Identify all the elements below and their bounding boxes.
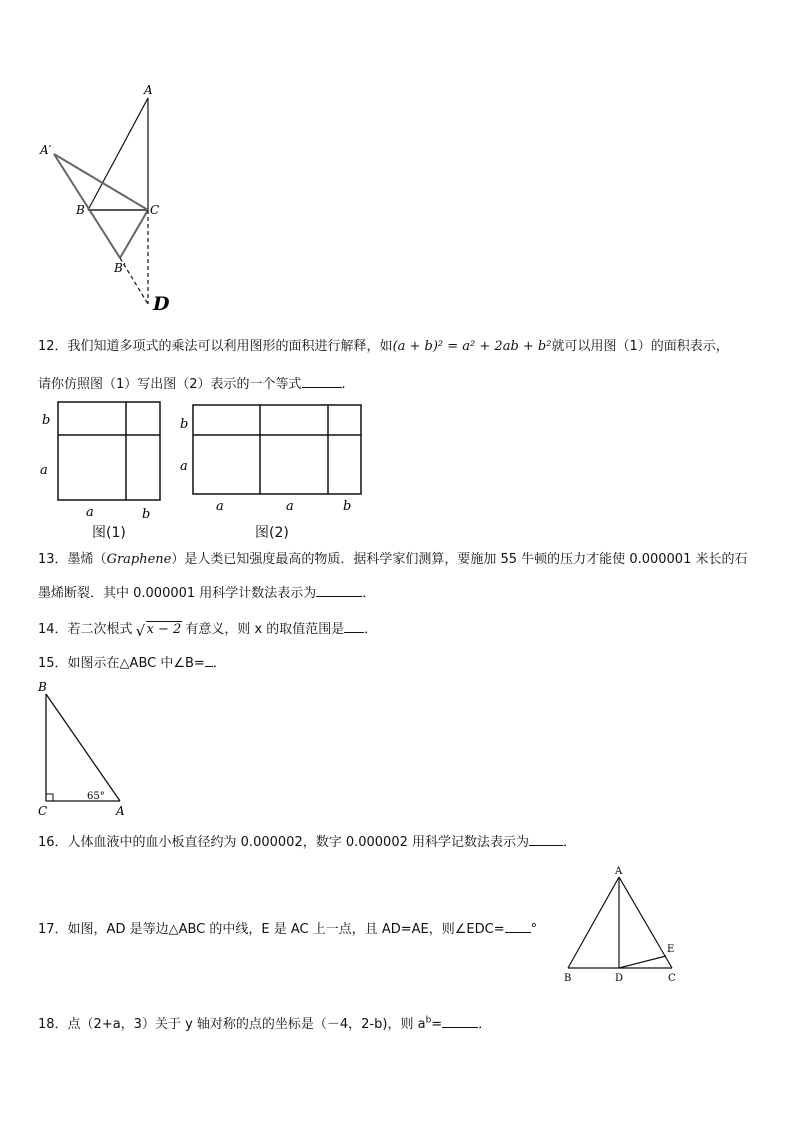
q15-triangle-diagram [36, 680, 136, 820]
question-17 [38, 918, 537, 940]
q15-figure [36, 680, 136, 820]
fig1-bottom-a: a [86, 505, 94, 520]
question-16 [38, 831, 576, 853]
punctuation: ． [364, 622, 378, 637]
segment-DE [619, 956, 666, 968]
segment-B1C [120, 210, 148, 258]
question-15 [38, 652, 226, 674]
question-text: 如图示在△ABC 中∠B= [67, 656, 205, 671]
question-text: = [431, 1017, 443, 1032]
fig1-caption: 图(1) [92, 525, 126, 541]
fig2-diagram [176, 400, 366, 520]
segment-A1C [54, 154, 148, 210]
q11-figure [36, 82, 186, 317]
fig2-label-a: a [180, 459, 188, 474]
label-E: E [667, 944, 675, 955]
label-C: C [668, 973, 676, 984]
question-12-line-2 [38, 373, 346, 395]
question-number: 18． [38, 1017, 68, 1032]
label-A: A [144, 83, 153, 97]
label-B: B [38, 680, 47, 694]
label-B: B [564, 973, 572, 984]
fig1-diagram [36, 400, 176, 520]
label-A: A [116, 804, 125, 818]
answer-blank[interactable] [316, 582, 362, 597]
q17-triangle-diagram [560, 862, 684, 988]
label-A: A [615, 866, 623, 877]
question-number: 16． [38, 835, 68, 850]
fig2-bottom-a2: a [286, 499, 294, 514]
answer-blank[interactable] [442, 1013, 478, 1028]
q12-figure-2 [176, 400, 366, 546]
label-B: B [76, 203, 85, 217]
question-13-line-1 [38, 550, 747, 570]
question-text: 若二次根式 [67, 622, 133, 637]
fig2-caption: 图(2) [255, 525, 289, 541]
italic-term: Graphene [106, 552, 172, 567]
question-number: 15． [38, 656, 68, 671]
label-B-prime: B′ [114, 261, 126, 275]
label-C: C [150, 203, 160, 217]
right-angle-mark [46, 794, 53, 801]
question-13-line-2 [38, 582, 375, 604]
fig2-outer-rect [193, 405, 361, 494]
fig2-label-b: b [180, 417, 189, 432]
q17-figure [560, 862, 684, 988]
fig1-outer-rect [58, 402, 160, 500]
fig1-label-b: b [42, 413, 51, 428]
question-text: 人体血液中的血小板直径约为 0.000002，数字 0.000002 用科学记数法表示为 [67, 835, 530, 850]
question-18 [38, 1013, 491, 1035]
side-AB [46, 694, 120, 801]
punctuation: . [341, 377, 346, 392]
question-number: 14． [38, 622, 68, 637]
radical-sign: √ [135, 622, 146, 640]
question-number: 13． [38, 552, 68, 567]
question-text: 有意义，则 x 的取值范围是 [185, 622, 345, 637]
punctuation: ． [362, 586, 376, 601]
label-D: D [153, 293, 170, 315]
side-AB [568, 877, 619, 968]
square-root [136, 620, 183, 640]
fig1-label-a: a [40, 463, 48, 478]
question-text: 请你仿照图（1）写出图（2）表示的一个等式 [38, 377, 302, 392]
answer-blank[interactable] [344, 618, 364, 633]
fig1-bottom-b: b [142, 507, 151, 520]
answer-blank[interactable] [505, 918, 531, 933]
answer-blank[interactable] [302, 373, 342, 388]
question-14 [38, 618, 377, 640]
angle-label: 65° [87, 791, 105, 802]
punctuation: ° [530, 922, 538, 937]
label-A-prime: A′ [40, 143, 52, 157]
question-number: 12． [38, 339, 68, 354]
label-C: C [38, 804, 48, 818]
question-text: 就可以用图（1）的面积表示， [551, 339, 729, 354]
side-AC [619, 877, 675, 968]
exponent: b [425, 1015, 432, 1026]
punctuation: ． [478, 1017, 492, 1032]
question-text: 点（2+a，3）关于 y 轴对称的点的坐标是（－4，2-b)，则 a [67, 1017, 426, 1032]
punctuation: ． [212, 656, 226, 671]
question-text: 我们知道多项式的乘法可以利用图形的面积进行解释，如 [67, 339, 393, 354]
question-text: ）是人类已知强度最高的物质．据科学家们测算，要施加 55 牛顿的压力才能使 0.000001 米长的石 [171, 552, 748, 567]
punctuation: ． [563, 835, 577, 850]
q12-figure-1 [36, 400, 176, 546]
q11-diagram [36, 82, 186, 317]
fig2-bottom-b: b [343, 499, 352, 514]
formula: (a + b)² = a² + 2ab + b² [392, 339, 552, 354]
label-D: D [615, 973, 624, 984]
question-text: 墨烯（ [67, 552, 107, 567]
answer-blank[interactable] [205, 652, 213, 667]
question-text: 墨烯断裂．其中 0.000001 用科学计数法表示为 [38, 586, 317, 601]
answer-blank[interactable] [529, 831, 563, 846]
fig2-bottom-a1: a [216, 499, 224, 514]
question-text: 如图，AD 是等边△ABC 的中线，E 是 AC 上一点，且 AD=AE，则∠EDC= [67, 922, 505, 937]
radicand: x − 2 [146, 622, 182, 637]
question-number: 17． [38, 922, 68, 937]
question-12-line-1 [38, 337, 729, 357]
